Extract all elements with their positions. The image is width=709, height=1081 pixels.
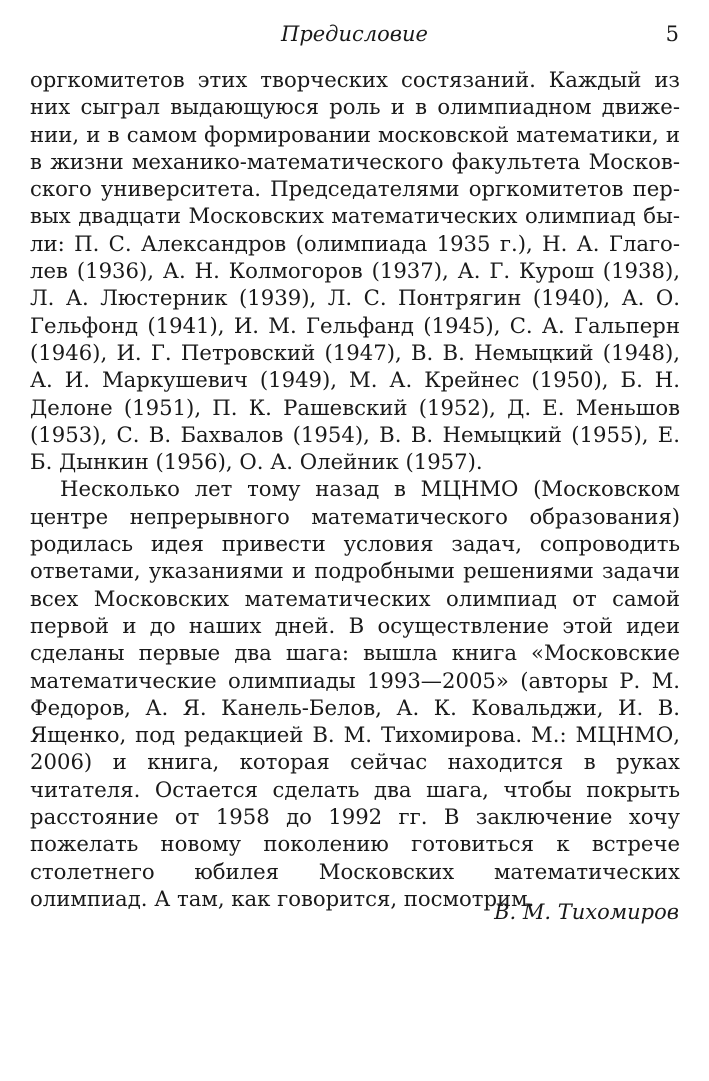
body-text <box>30 66 680 912</box>
paragraph-1: оргкомитетов этих творческих состязаний. Каждый из них сыграл выдающуюся роль и в олимпиадном движении, и в самом формировании московской математики, и в жизни механико-математического факультета Московского университета. Председателями оргкомитетов первых двадцати Московских математических олимпиад были: П. С. Александров (олимпиада 1935 г.), Н. А. Глаголев (1936), А. Н. Колмогоров (1937), А. Г. Курош (1938), Л. А. Люстерник (1939), Л. С. Понтрягин (1940), А. О. Гельфонд (1941), И. М. Гельфанд (1945), С. А. Гальперн (1946), И. Г. Петровский (1947), В. В. Немыцкий (1948), А. И. Маркушевич (1949), М. А. Крейнес (1950), Б. Н. Делоне (1951), П. К. Рашевский (1952), Д. Е. Меньшов (1953), С. В. Бахвалов (1954), В. В. Немыцкий (1955), Е. Б. Дынкин (1956), О. А. Олейник (1957). <box>30 67 680 475</box>
page-number: 5 <box>665 22 679 46</box>
running-header-title: Предисловие <box>281 22 428 46</box>
paragraph-2: Несколько лет тому назад в МЦНМО (Московском центре непрерывного математического образования) родилась идея привести условия задач, сопроводить ответами, указаниями и подробными решениями задачи всех Московских математических олимпиад от самой первой и до наших дней. В осуществление этой идеи сделаны первые два шага: вышла книга «Московские математические олимпиады 1993—2005» (авторы Р. М. Федоров, А. Я. Канель-Белов, А. К. Ковальджи, И. В. Ященко, под редакцией В. М. Тихомирова. М.: МЦНМО, 2006) и книга, которая сейчас находится в руках читателя. Остается сделать два шага, чтобы покрыть расстояние от 1958 до 1992 гг. В заключение хочу пожелать новому поколению готовиться к встрече столетнего юбилея Московских математических олимпиад. А там, как говорится, посмотрим. <box>30 476 680 911</box>
author-signature: В. М. Тихомиров <box>494 900 679 924</box>
